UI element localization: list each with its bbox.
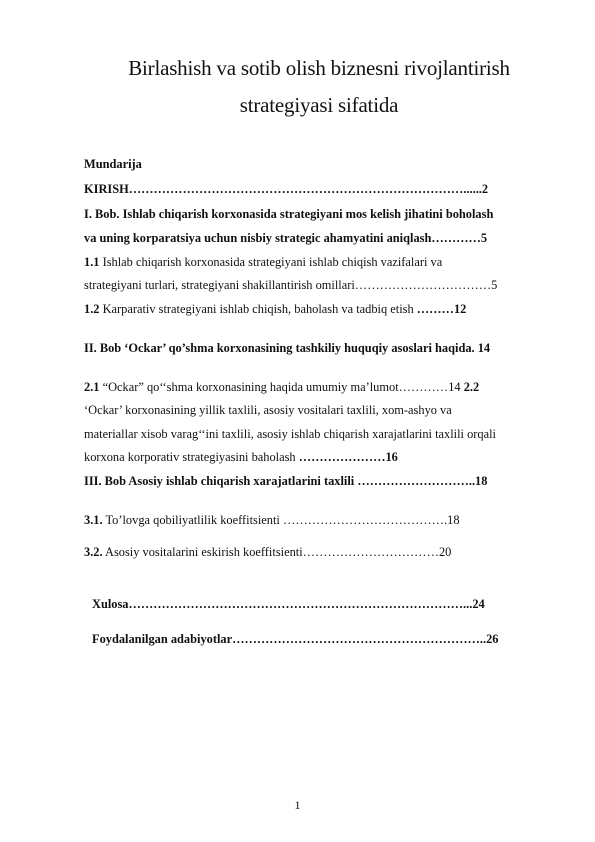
section-page: ………12 bbox=[416, 302, 467, 316]
section-page: …………………16 bbox=[298, 450, 398, 464]
section-number: 2.1 bbox=[84, 380, 100, 394]
toc-entry-2-1 bbox=[84, 380, 479, 395]
toc-entry-2-2-line2: materiallar xisob varag‘‘ini taxlili, asosiy ishlab chiqarish xarajatlarini taxlili orqali bbox=[84, 427, 496, 441]
section-text: Ishlab chiqarish korxonasida strategiyani ishlab chiqish vazifalari va bbox=[99, 255, 443, 269]
toc-entry-2-2-line1: ‘Ockar’ korxonasining yillik taxlili, asosiy vositalari taxlili, xom-ashyo va bbox=[84, 403, 452, 417]
toc-entry-xulosa: Xulosa………………………………………………………………………...24 bbox=[92, 597, 485, 611]
section-number: 1.1 bbox=[84, 255, 100, 269]
toc-entry-3-1 bbox=[84, 513, 460, 528]
section-text: Karparativ strategiyani ishlab chiqish, baholash va tadbiq etish bbox=[99, 302, 417, 316]
section-number: 1.2 bbox=[84, 302, 100, 316]
toc-entry-2-2-line3 bbox=[84, 450, 398, 465]
toc-entry-1-2 bbox=[84, 302, 466, 317]
toc-entry-bob1-line1: I. Bob. Ishlab chiqarish korxonasida strategiyani mos kelish jihatini boholash bbox=[84, 207, 494, 221]
toc-heading: Mundarija bbox=[84, 157, 142, 171]
document-title-line-2: strategiyasi sifatida bbox=[239, 93, 399, 117]
toc-entry-1-1 bbox=[84, 255, 442, 270]
toc-entry-1-1-cont: strategiyani turlari, strategiyani shakillantirish omillari……………………………5 bbox=[84, 278, 498, 292]
section-number: 2.2 bbox=[463, 380, 480, 394]
toc-entry-bob3: III. Bob Asosiy ishlab chiqarish xarajatlarini taxlili ………………………..18 bbox=[84, 474, 488, 488]
section-number: 3.2. bbox=[84, 545, 103, 559]
toc-entry-bob1-line2: va uning korparatsiya uchun nisbiy strategic ahamyatini aniqlash…………5 bbox=[84, 231, 488, 245]
toc-entry-kirish: KIRISH………………………………………………………………………......2 bbox=[84, 182, 489, 196]
toc-entry-bob2: II. Bob ‘Ockar’ qo’shma korxonasining tashkiliy huquqiy asoslari haqida. 14 bbox=[84, 341, 491, 355]
section-text: korxona korporativ strategiyasini baholash bbox=[84, 450, 299, 464]
section-text: To’lovga qobiliyatlilik koeffitsienti ………………………………….18 bbox=[102, 513, 460, 527]
document-title-line-1: Birlashish va sotib olish biznesni rivojlantirish bbox=[128, 56, 510, 80]
toc-entry-3-2 bbox=[84, 545, 451, 560]
section-text: Asosiy vositalarini eskirish koeffitsienti……………………………20 bbox=[102, 545, 452, 559]
section-text: “Ockar” qo‘‘shma korxonasining haqida umumiy ma’lumot…………14 bbox=[99, 380, 464, 394]
toc-entry-adabiyotlar: Foydalanilgan adabiyotlar……………………………………………………..26 bbox=[92, 632, 499, 646]
page-number: 1 bbox=[294, 798, 301, 812]
section-number: 3.1. bbox=[84, 513, 103, 527]
